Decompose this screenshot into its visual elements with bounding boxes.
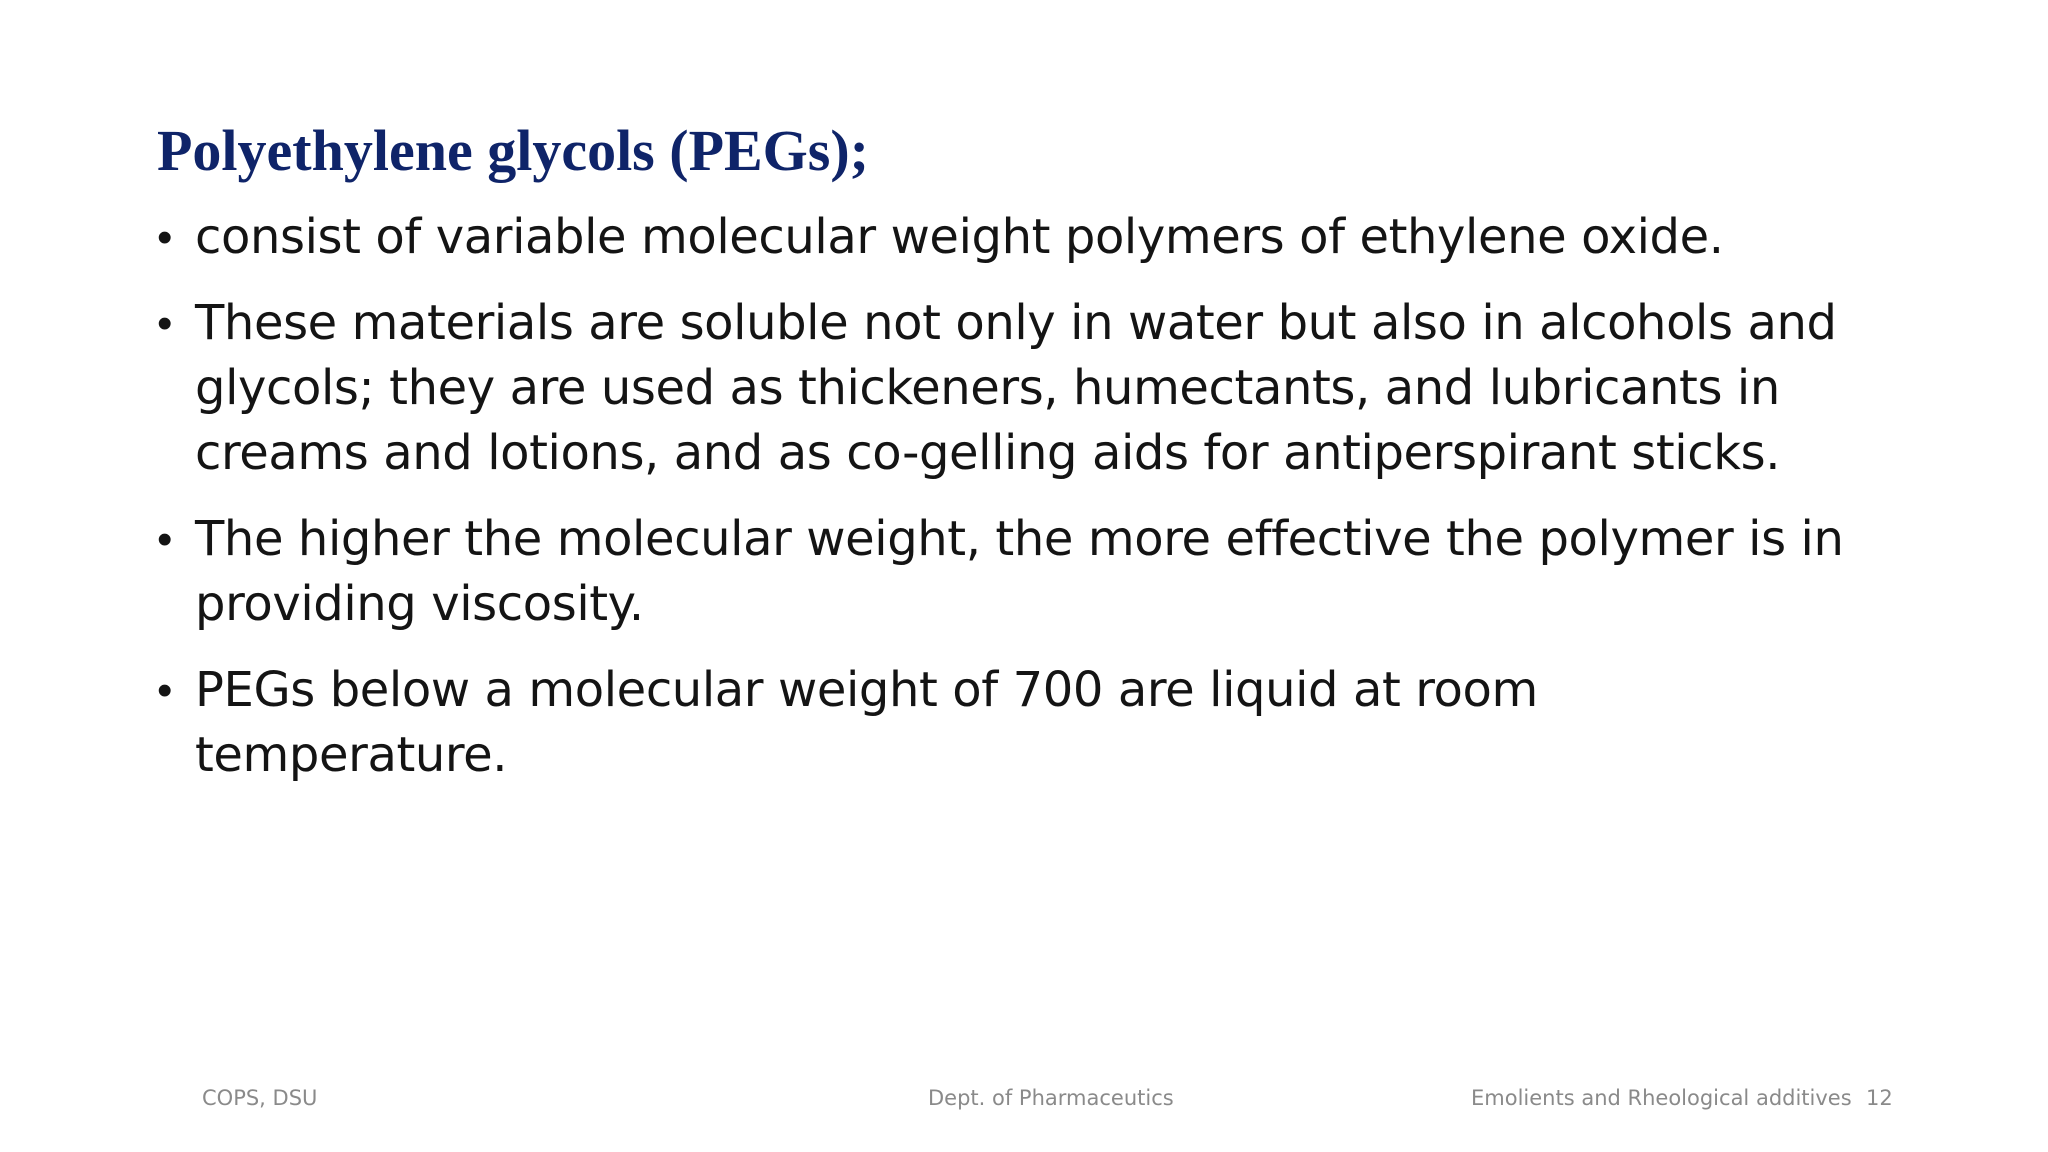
bullet-text: The higher the molecular weight, the more effective the polymer is in providing viscosity. [195, 511, 1844, 632]
bullet-icon: • [157, 213, 173, 262]
bullet-item [157, 507, 1955, 637]
bullet-item [157, 291, 1915, 486]
bullet-text: PEGs below a molecular weight of 700 are liquid at room temperature. [195, 662, 1538, 783]
footer-department: Dept. of Pharmaceutics [928, 1086, 1174, 1110]
bullet-list [157, 205, 1917, 809]
bullet-text: consist of variable molecular weight polymers of ethylene oxide. [195, 209, 1724, 265]
bullet-text: These materials are soluble not only in water but also in alcohols and glycols; they are used as thickeners, humectants, and lubricants in creams and lotions, and as co-gelling aids for antiperspirant sticks. [195, 295, 1837, 481]
bullet-item [157, 658, 1675, 788]
footer-institution: COPS, DSU [202, 1086, 318, 1110]
bullet-item [157, 205, 1895, 270]
bullet-icon: • [157, 666, 173, 715]
footer-page-number: 12 [1866, 1086, 1893, 1110]
footer-topic: Emolients and Rheological additives [1471, 1086, 1852, 1110]
slide-title: Polyethylene glycols (PEGs); [157, 118, 870, 183]
bullet-icon: • [157, 515, 173, 564]
bullet-icon: • [157, 299, 173, 348]
